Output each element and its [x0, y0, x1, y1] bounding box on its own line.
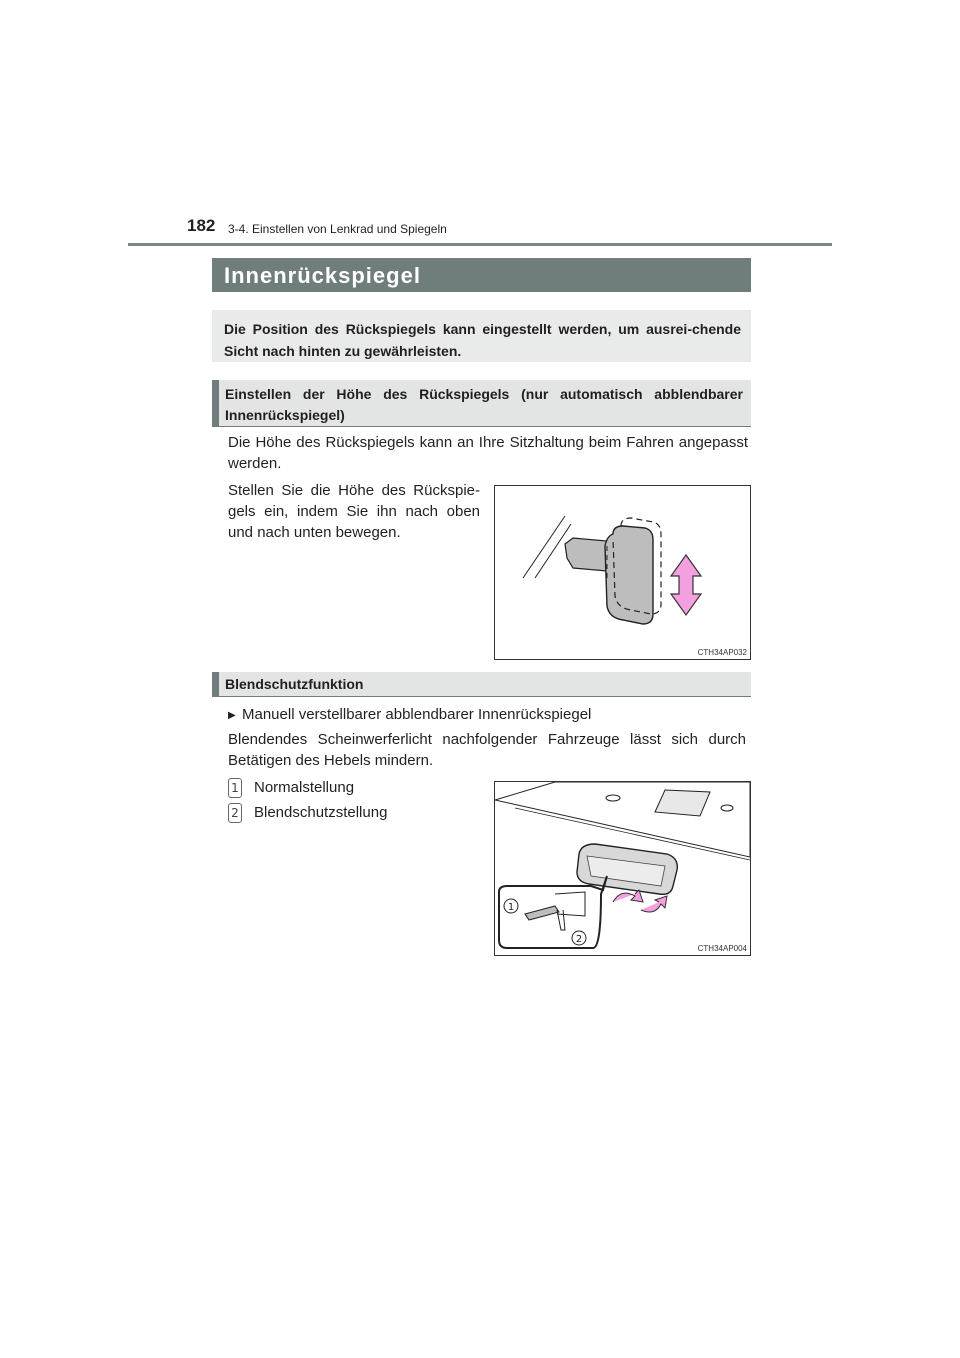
mirror-height-illustration — [495, 486, 750, 659]
list-item — [228, 802, 528, 823]
mirror-height-figure — [494, 485, 751, 660]
height-paragraph-2: Stellen Sie die Höhe des Rückspie-gels ein, indem Sie ihn nach oben und nach unten bewegen. — [228, 482, 480, 541]
bullet-triangle-icon: ▶ — [228, 710, 236, 721]
section-reference: 3-4. Einstellen von Lenkrad und Spiegeln — [228, 222, 447, 236]
figure-code: CTH34AP032 — [697, 648, 747, 657]
callout-number: 1 — [507, 902, 515, 913]
mirror-lever-figure — [494, 781, 751, 956]
figure-code: CTH34AP004 — [697, 944, 747, 953]
list-item-label: Normalstellung — [254, 779, 355, 796]
list-item-label: Blendschutzstellung — [254, 804, 388, 821]
callout-number: 2 — [575, 934, 583, 945]
mirror-lever-illustration — [495, 782, 750, 955]
glare-paragraph: Blendendes Scheinwerferlicht nachfolgender Fahrzeuge lässt sich durch Betätigen des Hebels mindern. — [228, 731, 746, 769]
page-title: Innenrückspiegel — [212, 258, 751, 292]
number-badge: 2 — [228, 803, 242, 823]
header-divider — [128, 243, 832, 246]
glare-heading: Blendschutzfunktion — [212, 672, 751, 697]
list-item — [228, 777, 528, 798]
height-paragraph-1: Die Höhe des Rückspiegels kann an Ihre Sitzhaltung beim Fahren angepasst werden. — [228, 434, 748, 472]
bullet-item — [228, 704, 748, 726]
page-number: 182 — [187, 216, 216, 235]
intro-box: Die Position des Rückspiegels kann eingestellt werden, um ausrei-chende Sicht nach hinten zu gewährleisten. — [212, 310, 751, 362]
bullet-text: Manuell verstellbarer abblendbarer Innenrückspiegel — [242, 706, 592, 723]
number-badge: 1 — [228, 778, 242, 798]
height-adjust-heading: Einstellen der Höhe des Rückspiegels (nur automatisch abblendbarer Innenrückspiegel) — [212, 380, 751, 427]
